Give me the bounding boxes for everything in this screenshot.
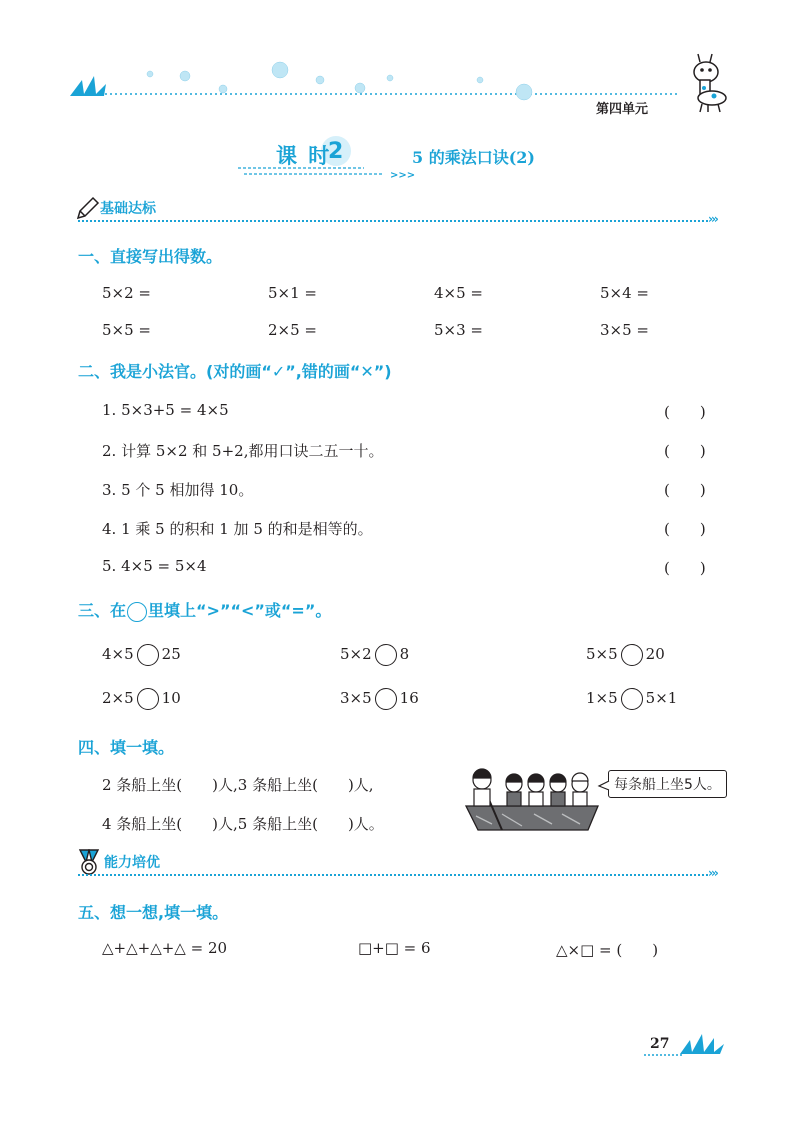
bubble-tail [598, 780, 610, 792]
section3-title-pre: 三、在 [78, 601, 127, 620]
judge-item: 5. 4×5 = 5×4 [102, 557, 207, 575]
puzzle-item: □+□ = 6 [358, 939, 431, 957]
giraffe-icon [686, 52, 732, 114]
calc-item: 5×5 = [102, 321, 151, 339]
section3-title-post: 里填上“>”“<”或“=”。 [148, 601, 332, 620]
compare-circle[interactable] [137, 644, 159, 666]
calc-item: 5×1 = [268, 284, 317, 302]
badge-basic: 基础达标 [100, 201, 156, 217]
answer-blank[interactable]: ( ) [664, 559, 706, 577]
compare-item: 5×2 8 [340, 644, 409, 666]
calc-item: 3×5 = [600, 321, 649, 339]
svg-text:>>>: >>> [390, 170, 416, 181]
pencil-icon [74, 196, 100, 222]
calc-item: 5×3 = [434, 321, 483, 339]
section5-title: 五、想一想,填一填。 [78, 903, 229, 922]
circle-icon [127, 602, 147, 622]
section2-title: 二、我是小法官。(对的画“✓”,错的画“✕”) [78, 362, 392, 381]
divider [78, 220, 708, 222]
compare-circle[interactable] [375, 688, 397, 710]
answer-blank[interactable]: ( ) [664, 481, 706, 499]
compare-item: 2×5 10 [102, 688, 181, 710]
compare-circle[interactable] [621, 644, 643, 666]
answer-blank[interactable]: ( ) [664, 403, 706, 421]
judge-item: 3. 5 个 5 相加得 10。 [102, 481, 254, 499]
chevron-icon: ››› [708, 212, 717, 226]
compare-item: 4×5 25 [102, 644, 181, 666]
answer-blank[interactable]: ( ) [664, 442, 706, 460]
calc-item: 5×2 = [102, 284, 151, 302]
section3-title [78, 598, 331, 622]
section1-title: 一、直接写出得数。 [78, 247, 223, 266]
calc-item: 2×5 = [268, 321, 317, 339]
page-number: 27 [650, 1036, 670, 1052]
badge-advanced: 能力培优 [104, 855, 160, 871]
lesson-label: 课 时 [276, 144, 332, 168]
judge-item: 1. 5×3+5 = 4×5 [102, 401, 229, 419]
divider [78, 874, 708, 876]
calc-item: 4×5 = [434, 284, 483, 302]
compare-item: 1×5 5×1 [586, 688, 677, 710]
judge-item: 4. 1 乘 5 的积和 1 加 5 的和是相等的。 [102, 520, 373, 538]
fill-line: 4 条船上坐( )人,5 条船上坐( )人。 [102, 815, 384, 833]
medal-icon [76, 848, 102, 876]
compare-item: 3×5 16 [340, 688, 419, 710]
lesson-title: 5 的乘法口诀(2) [412, 148, 535, 167]
boat-illustration [462, 768, 602, 834]
judge-item: 2. 计算 5×2 和 5+2,都用口诀二五一十。 [102, 442, 384, 460]
speech-bubble: 每条船上坐5人。 [608, 770, 727, 798]
chevron-icon: ››› [708, 866, 717, 880]
lesson-number: 2 [328, 139, 344, 164]
footer-decoration [640, 1028, 730, 1058]
puzzle-item: △+△+△+△ = 20 [102, 939, 228, 957]
compare-circle[interactable] [375, 644, 397, 666]
header-decoration [60, 56, 760, 116]
answer-blank[interactable]: ( ) [664, 520, 706, 538]
unit-label: 第四单元 [596, 102, 649, 117]
fill-line: 2 条船上坐( )人,3 条船上坐( )人, [102, 776, 374, 794]
compare-circle[interactable] [621, 688, 643, 710]
section4-title: 四、填一填。 [78, 738, 175, 757]
compare-item: 5×5 20 [586, 644, 665, 666]
calc-item: 5×4 = [600, 284, 649, 302]
puzzle-item: △×□ = ( ) [556, 941, 659, 959]
compare-circle[interactable] [137, 688, 159, 710]
